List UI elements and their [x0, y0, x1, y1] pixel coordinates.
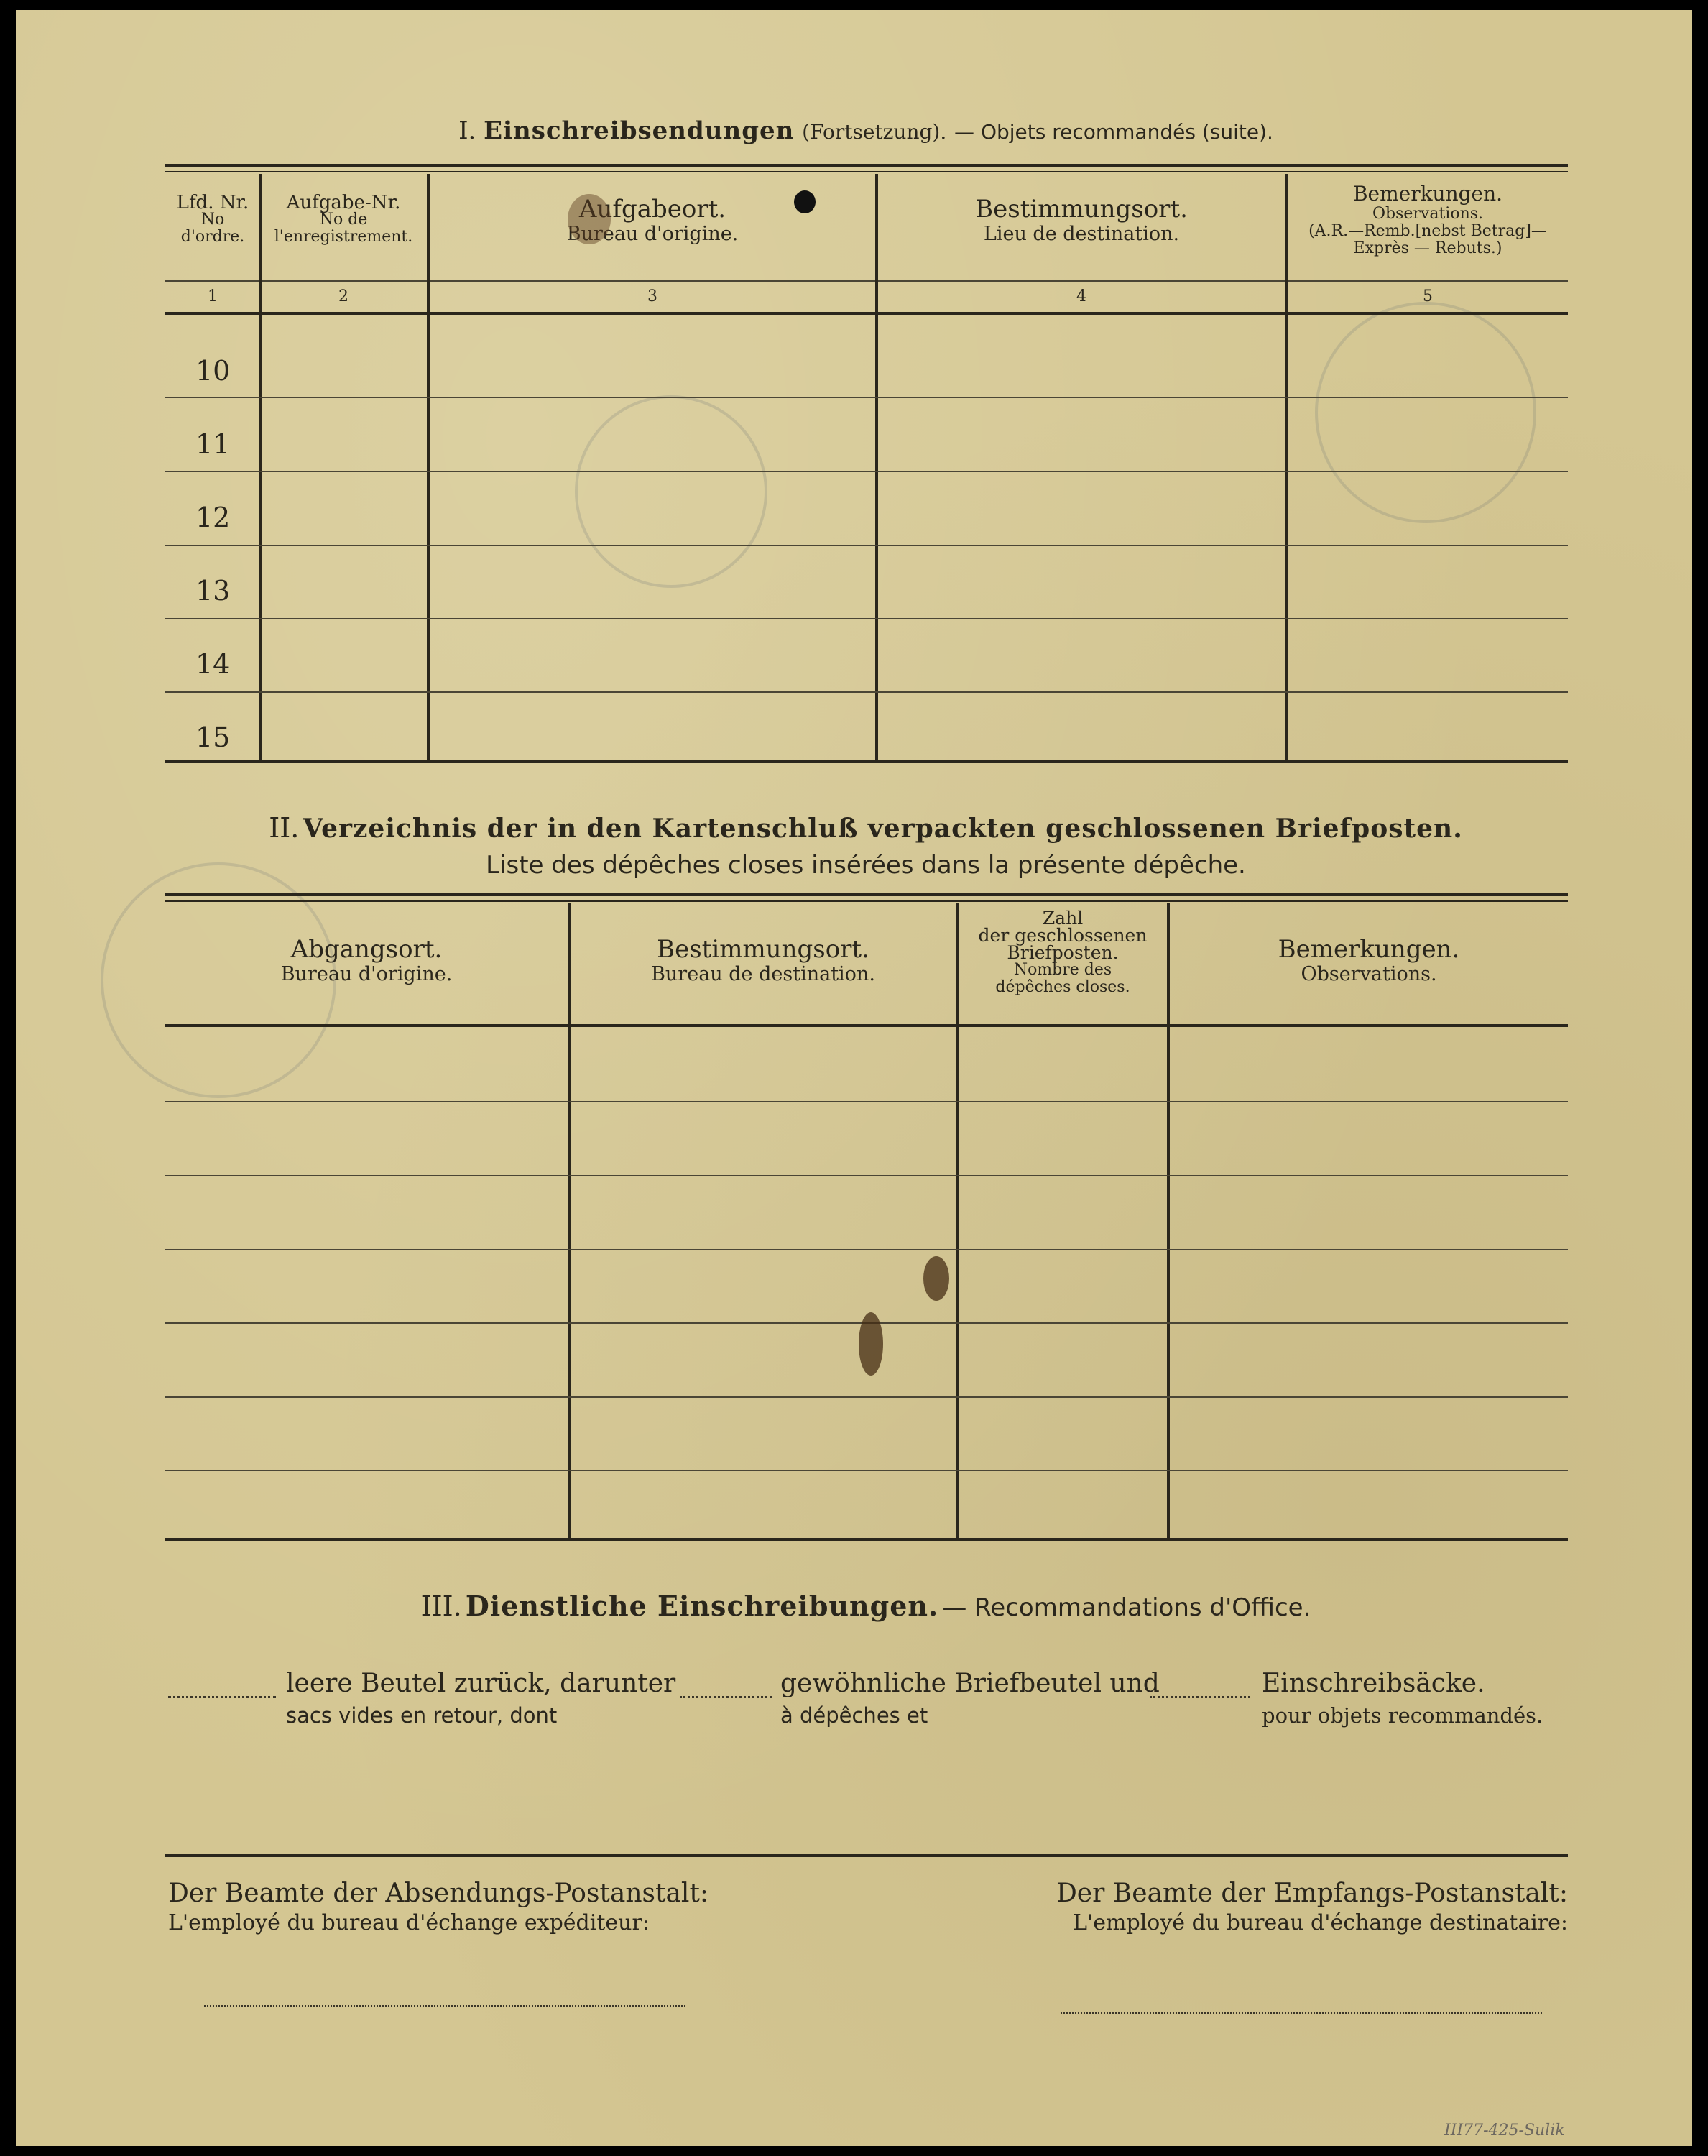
blank-field[interactable]: [168, 1696, 276, 1698]
s1-col5-fr2: (A.R.—Remb.[nebst Betrag]—: [1308, 222, 1547, 240]
s2-col1-header: [165, 936, 568, 986]
s1-col1-fr2: d'ordre.: [180, 228, 245, 246]
s1-col1-de: Lfd. Nr.: [176, 192, 249, 213]
row-rule: [165, 1175, 1568, 1176]
section1-title: [165, 116, 1566, 145]
signature-line-right[interactable]: [1061, 2012, 1542, 2014]
s1-col2-header: [260, 194, 427, 246]
s2-col2-de: Bestimmungsort.: [657, 935, 869, 964]
row-rule: [165, 618, 1568, 619]
blank-field[interactable]: [680, 1696, 772, 1698]
s3-de-1: leere Beutel zurück, darunter: [286, 1669, 676, 1698]
s2-col3-de3: Briefposten.: [1007, 942, 1119, 963]
section3-title-fr: — Recommandations d'Office.: [942, 1593, 1311, 1622]
rule: [165, 312, 1568, 315]
column-divider: [1167, 903, 1170, 1541]
s1-col5-de: Bemerkungen.: [1352, 182, 1503, 206]
section2-title-de: Verzeichnis der in den Kartenschluß verpackten geschlossenen Briefposten.: [303, 814, 1463, 844]
section2-title: [165, 812, 1566, 844]
section1-number: I.: [458, 116, 476, 145]
s2-col3-header: [959, 910, 1167, 996]
section1-title-suffix: (Fortsetzung).: [802, 120, 947, 144]
row-rule: [165, 1470, 1568, 1471]
rule: [165, 171, 1568, 172]
s2-col2-header: [571, 936, 956, 986]
s3-fr-3: pour objets recommandés.: [1262, 1703, 1543, 1728]
s2-col3-de1: Zahl: [1042, 908, 1084, 929]
column-divider: [568, 903, 571, 1541]
rule: [165, 760, 1568, 763]
rule: [165, 280, 1568, 282]
section3-title-de: Dienstliche Einschreibungen.: [465, 1590, 939, 1622]
s1-col4-fr: Lieu de destination.: [983, 223, 1180, 245]
s1-col3-fr: Bureau d'origine.: [566, 223, 739, 245]
signature-left-de: Der Beamte der Absendungs-Postanstalt:: [168, 1879, 709, 1908]
s1-col3-de: Aufgabeort.: [578, 195, 726, 224]
s2-col2-fr: Bureau de destination.: [651, 963, 875, 985]
s1-col1-header: [165, 194, 260, 246]
blank-field[interactable]: [1150, 1696, 1250, 1698]
row-rule: [165, 397, 1568, 398]
punch-hole: [794, 190, 816, 213]
section3-title: [165, 1590, 1566, 1622]
row-rule: [165, 1396, 1568, 1398]
s1-col5-fr3: Exprès — Rebuts.): [1353, 239, 1502, 257]
section1-title-de: Einschreibsendungen: [484, 116, 795, 145]
row-number: 11: [195, 428, 231, 460]
s2-col3-fr1: Nombre des: [1013, 961, 1112, 979]
s2-col3-fr2: dépêches closes.: [995, 978, 1130, 996]
row-rule: [165, 1101, 1568, 1102]
rule: [165, 900, 1568, 902]
s3-fr-2: à dépêches et: [780, 1703, 928, 1728]
ink-stain: [923, 1256, 949, 1301]
signature-right-de: Der Beamte der Empfangs-Postanstalt:: [1056, 1879, 1568, 1908]
rule: [165, 1024, 1568, 1027]
column-divider: [875, 174, 878, 763]
s1-col2-fr2: l'enregistrement.: [274, 228, 413, 246]
s2-col1-fr: Bureau d'origine.: [280, 963, 453, 985]
s3-fr-1: sacs vides en retour, dont: [286, 1703, 558, 1728]
s1-col1-fr1: No: [200, 211, 225, 229]
row-rule: [165, 471, 1568, 472]
signature-left-fr: L'employé du bureau d'échange expéditeur:: [168, 1910, 650, 1935]
rule: [165, 164, 1568, 167]
pencil-annotation: III77-425-Sulik: [1444, 2122, 1565, 2139]
row-rule: [165, 545, 1568, 546]
s1-col4-de: Bestimmungsort.: [975, 195, 1188, 224]
s1-col4-header: [878, 195, 1285, 246]
s1-colnum-5: 5: [1423, 287, 1433, 305]
faint-postmark: [1315, 302, 1536, 523]
rule: [165, 1854, 1568, 1857]
s1-col2-de: Aufgabe-Nr.: [286, 192, 401, 213]
section2-title-fr: Liste des dépêches closes insérées dans la présente dépêche.: [486, 851, 1246, 880]
row-number: 13: [195, 575, 231, 607]
s2-col3-de2: der geschlossenen: [978, 925, 1148, 946]
section1-title-fr: — Objets recommandés (suite).: [954, 120, 1273, 144]
row-number: 10: [195, 355, 231, 387]
s1-col2-fr1: No de: [319, 211, 368, 229]
row-number: 14: [195, 648, 231, 680]
row-number: 12: [195, 502, 231, 533]
faint-postmark: [575, 395, 767, 588]
s1-colnum-2: 2: [338, 287, 348, 305]
rule: [165, 893, 1568, 896]
s1-col5-fr1: Observations.: [1372, 205, 1484, 223]
s1-colnum-1: 1: [208, 287, 218, 305]
ink-stain: [568, 194, 611, 244]
row-rule: [165, 691, 1568, 693]
section3-number: III.: [420, 1590, 462, 1622]
s3-de-3: Einschreibsäcke.: [1262, 1669, 1485, 1698]
column-divider: [956, 903, 959, 1541]
s2-col4-fr: Observations.: [1301, 963, 1437, 985]
s2-col4-header: [1170, 936, 1568, 986]
s1-colnum-4: 4: [1076, 287, 1086, 305]
signature-line-left[interactable]: [204, 2005, 685, 2007]
s3-de-2: gewöhnliche Briefbeutel und: [780, 1669, 1160, 1698]
signature-right-fr: L'employé du bureau d'échange destinataire:: [1073, 1910, 1568, 1935]
ink-stain: [859, 1312, 883, 1376]
s1-col5-header: [1288, 183, 1568, 257]
column-divider: [427, 174, 430, 763]
rule: [165, 1538, 1568, 1541]
row-rule: [165, 1249, 1568, 1250]
s2-col1-de: Abgangsort.: [290, 935, 443, 964]
s2-col4-de: Bemerkungen.: [1278, 935, 1460, 964]
s1-colnum-3: 3: [647, 287, 657, 305]
section2-number: II.: [269, 812, 300, 844]
column-divider: [1285, 174, 1288, 763]
row-number: 15: [195, 722, 231, 753]
